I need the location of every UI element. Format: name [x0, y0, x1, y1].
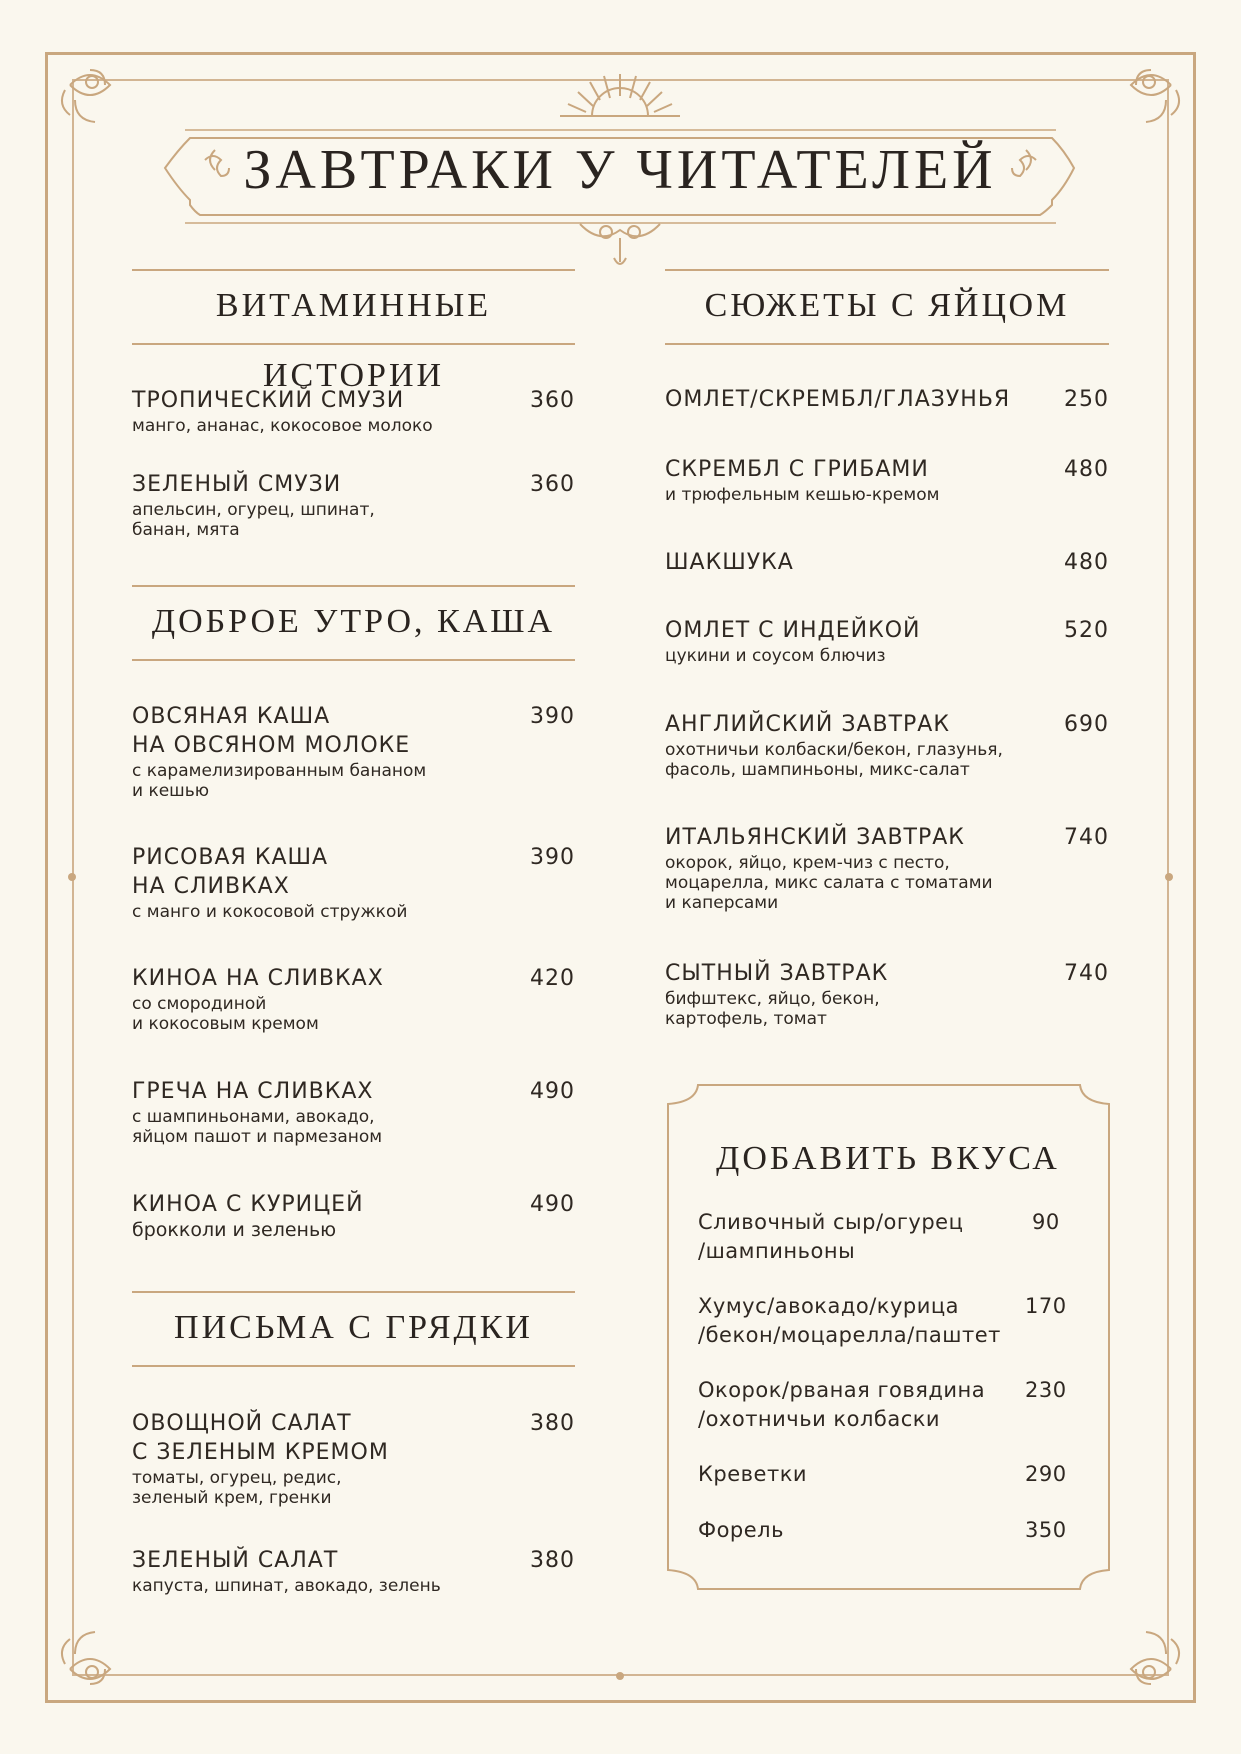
item-name: ТРОПИЧЕСКИЙ СМУЗИ: [132, 388, 405, 413]
addon-item: [698, 1208, 1068, 1266]
addon-name: Форель: [698, 1518, 784, 1542]
item-name: СКРЕМБЛ С ГРИБАМИ: [665, 457, 929, 482]
section-eggs-title: СЮЖЕТЫ С ЯЙЦОМ: [665, 269, 1109, 345]
menu-item: [132, 843, 575, 922]
item-price: 740: [1064, 825, 1109, 850]
menu-item: [132, 1190, 575, 1240]
item-price: 480: [1064, 550, 1109, 575]
item-price: 490: [530, 1079, 575, 1104]
menu-item: [132, 702, 575, 801]
item-desc: манго, ананас, кокосовое молоко: [132, 416, 433, 436]
item-price: 380: [530, 1548, 575, 1573]
item-desc: брокколи и зеленью: [132, 1219, 337, 1241]
menu-item: [665, 616, 1109, 666]
item-desc: апельсин, огурец, шпинат, банан, мята: [132, 500, 375, 540]
menu-item: [665, 823, 1109, 913]
item-desc: цукини и соусом блючиз: [665, 646, 886, 666]
item-name: КИНОА С КУРИЦЕЙ: [132, 1192, 364, 1217]
item-price: 740: [1064, 961, 1109, 986]
item-name: ШАКШУКА: [665, 550, 794, 575]
item-desc: бифштекс, яйцо, бекон, картофель, томат: [665, 989, 880, 1029]
item-desc: капуста, шпинат, авокадо, зелень: [132, 1576, 441, 1596]
item-price: 520: [1064, 618, 1109, 643]
item-name: ГРЕЧА НА СЛИВКАХ: [132, 1079, 374, 1104]
addon-item: [698, 1376, 1068, 1434]
item-name: ОМЛЕТ С ИНДЕЙКОЙ: [665, 618, 921, 643]
item-price: 390: [530, 704, 575, 729]
item-price: 360: [530, 388, 575, 413]
item-name: АНГЛИЙСКИЙ ЗАВТРАК: [665, 712, 950, 737]
item-price: 690: [1064, 712, 1109, 737]
addon-price: 290: [1025, 1462, 1067, 1486]
item-name: ИТАЛЬЯНСКИЙ ЗАВТРАК: [665, 825, 965, 850]
addon-name: Окорок/рваная говядина /охотничьи колбаски: [698, 1378, 986, 1431]
item-desc: со смородиной и кокосовым кремом: [132, 994, 319, 1034]
menu-item: [665, 455, 1109, 505]
addon-price: 350: [1025, 1518, 1067, 1542]
addon-item: [698, 1460, 1068, 1489]
addon-price: 90: [1032, 1210, 1060, 1234]
menu-item: [132, 1409, 575, 1508]
addon-price: 170: [1025, 1294, 1067, 1318]
item-desc: и трюфельным кешью-кремом: [665, 485, 940, 505]
addon-price: 230: [1025, 1378, 1067, 1402]
addon-name: Креветки: [698, 1462, 808, 1486]
item-name: ОВОЩНОЙ САЛАТ С ЗЕЛЕНЫМ КРЕМОМ: [132, 1411, 389, 1465]
item-name: ОВСЯНАЯ КАША НА ОВСЯНОМ МОЛОКЕ: [132, 704, 411, 758]
item-desc: томаты, огурец, редис, зеленый крем, гренки: [132, 1468, 342, 1508]
item-name: СЫТНЫЙ ЗАВТРАК: [665, 961, 889, 986]
item-desc: с шампиньонами, авокадо, яйцом пашот и пармезаном: [132, 1107, 383, 1147]
menu-item: [132, 964, 575, 1034]
item-desc: окорок, яйцо, крем-чиз с песто, моцарелла, микс салата с томатами и каперсами: [665, 853, 993, 913]
section-porridge-title: ДОБРОЕ УТРО, КАША: [132, 585, 575, 661]
item-desc: с карамелизированным бананом и кешью: [132, 761, 427, 801]
section-vitamin-title: ВИТАМИННЫЕ ИСТОРИИ: [132, 269, 575, 345]
item-price: 250: [1064, 387, 1109, 412]
item-price: 380: [530, 1411, 575, 1436]
addon-item: [698, 1292, 1068, 1350]
menu-item: [132, 1077, 575, 1147]
menu-item: [132, 1546, 575, 1596]
item-price: 420: [530, 966, 575, 991]
menu-item: [132, 470, 575, 540]
item-name: ОМЛЕТ/СКРЕМБЛ/ГЛАЗУНЬЯ: [665, 387, 1011, 412]
item-name: РИСОВАЯ КАША НА СЛИВКАХ: [132, 845, 329, 899]
item-price: 390: [530, 845, 575, 870]
item-name: ЗЕЛЕНЫЙ САЛАТ: [132, 1548, 339, 1573]
menu-item: [665, 385, 1109, 414]
menu-title: ЗАВТРАКИ У ЧИТАТЕЛЕЙ: [243, 139, 997, 201]
addons-title: ДОБАВИТЬ ВКУСА: [716, 1140, 1060, 1177]
section-garden-title: ПИСЬМА С ГРЯДКИ: [132, 1291, 575, 1367]
item-price: 360: [530, 472, 575, 497]
addon-name: Хумус/авокадо/курица /бекон/моцарелла/паштет: [698, 1294, 1001, 1347]
menu-item: [665, 959, 1109, 1029]
item-desc: охотничьи колбаски/бекон, глазунья, фасоль, шампиньоны, микс-салат: [665, 740, 1003, 780]
menu-item: [665, 548, 1109, 577]
menu-item: [132, 386, 575, 436]
item-desc: с манго и кокосовой стружкой: [132, 902, 408, 922]
item-name: ЗЕЛЕНЫЙ СМУЗИ: [132, 472, 342, 497]
addon-name: Сливочный сыр/огурец /шампиньоны: [698, 1210, 964, 1263]
item-name: КИНОА НА СЛИВКАХ: [132, 966, 384, 991]
item-price: 480: [1064, 457, 1109, 482]
menu-item: [665, 710, 1109, 780]
item-price: 490: [530, 1192, 575, 1217]
addon-item: [698, 1516, 1068, 1545]
